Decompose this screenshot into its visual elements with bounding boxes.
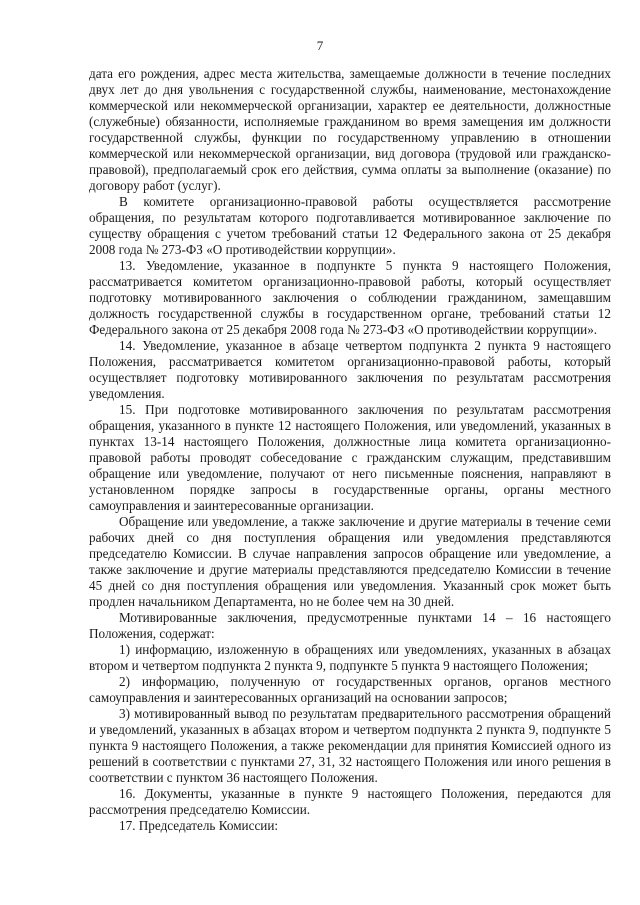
list-item-3: 3) мотивированный вывод по результатам предварительного рассмотрения обращений и уведомлений, указанных в абзацах втором и четвертом подпункта 2 пункта 9, подпункте 5 пункта 9 настоящего Положения, а также рекомендации для принятия Комиссией одного из решений в соответствии с пунктами 27, 31, 32 настоящего Положения или иного решения в соответствии с пунктом 36 настоящего Положения. [89, 706, 611, 785]
paragraph-16: 16. Документы, указанные в пункте 9 настоящего Положения, передаются для рассмотрения председателю Комиссии. [89, 786, 611, 817]
paragraph-15: 15. При подготовке мотивированного заключения по результатам рассмотрения обращения, указанного в пункте 12 настоящего Положения, или уведомлений, указанных в пунктах 13-14 настоящего Положения, должностные лица комитета организационно-правовой работы проводят собеседование с гражданским служащим, представившим обращение или уведомление, получают от него письменные пояснения, направляют в установленном порядке запросы в государственные органы, органы местного самоуправления и заинтересованные организации. [89, 402, 611, 513]
document-body [89, 66, 611, 834]
paragraph-14: 14. Уведомление, указанное в абзаце четвертом подпункта 2 пункта 9 настоящего Положения, рассматривается комитетом организационно-правовой работы, который осуществляет подготовку мотивированного заключения по результатам рассмотрения уведомления. [89, 338, 611, 401]
paragraph-committee-review: В комитете организационно-правовой работы осуществляется рассмотрение обращения, по результатам которого подготавливается мотивированное заключение по существу обращения с учетом требований статьи 12 Федерального закона от 25 декабря 2008 года № 273-ФЗ «О противодействии коррупции». [89, 194, 611, 257]
paragraph-13: 13. Уведомление, указанное в подпункте 5 пункта 9 настоящего Положения, рассматривается комитетом организационно-правовой работы, который осуществляет подготовку мотивированного заключения о соблюдении гражданином, замещавшим должность государственной службы в государственном органе, требований статьи 12 Федерального закона от 25 декабря 2008 года № 273-ФЗ «О противодействии коррупции». [89, 258, 611, 337]
paragraph-deadlines: Обращение или уведомление, а также заключение и другие материалы в течение семи рабочих дней со дня поступления обращения или уведомления представляются председателю Комиссии. В случае направления запросов обращение или уведомление, а также заключение и другие материалы представляются председателю Комиссии в течение 45 дней со дня поступления обращения или уведомления. Указанный срок может быть продлен начальником Департамента, но не более чем на 30 дней. [89, 514, 611, 609]
paragraph-conclusions-contain: Мотивированные заключения, предусмотренные пунктами 14 – 16 настоящего Положения, содержат: [89, 610, 611, 641]
list-item-1: 1) информацию, изложенную в обращениях или уведомлениях, указанных в абзацах втором и четвертом подпункта 2 пункта 9, подпункте 5 пункта 9 настоящего Положения; [89, 642, 611, 673]
page-number: 7 [316, 38, 324, 53]
paragraph-continuation: дата его рождения, адрес места жительства, замещаемые должности в течение последних двух лет до дня увольнения с государственной службы, наименование, местонахождение коммерческой или некоммерческой организации, характер ее деятельности, должностные (служебные) обязанности, исполняемые гражданином во время замещения им должности государственной службы, функции по государственному управлению в отношении коммерческой или некоммерческой организации, вид договора (трудовой или гражданско-правовой), предполагаемый срок его действия, сумма оплаты за выполнение (оказание) по договору работ (услуг). [89, 66, 611, 193]
paragraph-17: 17. Председатель Комиссии: [119, 818, 279, 833]
list-item-2: 2) информацию, полученную от государственных органов, органов местного самоуправления и заинтересованных организаций на основании запросов; [89, 674, 611, 705]
